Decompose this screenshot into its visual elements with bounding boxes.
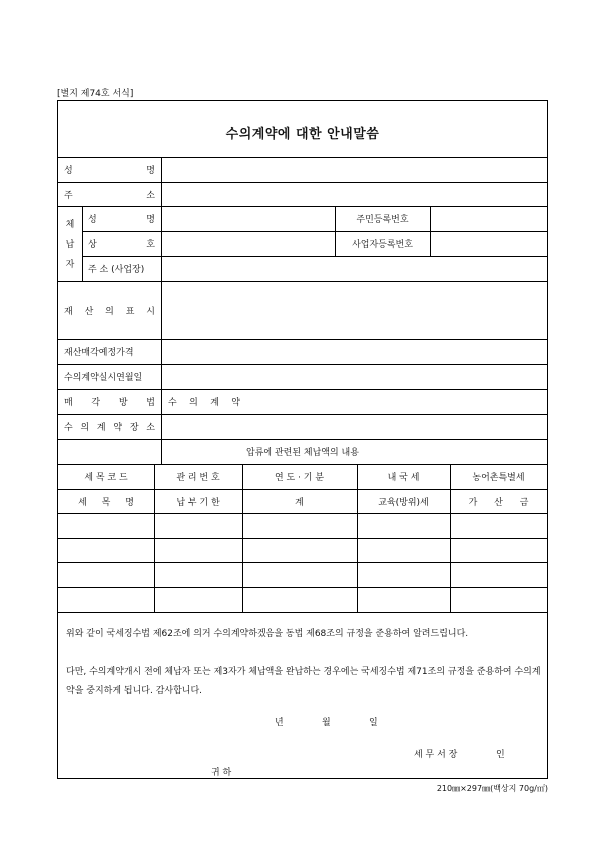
seal-mark: 인 bbox=[496, 750, 505, 760]
form-title: 수의계약에 대한 안내말씀 bbox=[225, 127, 380, 142]
taxpayer-name-label: 성 명 bbox=[88, 215, 155, 225]
due-date-header: 납 부 기 한 bbox=[176, 497, 220, 508]
form-code: [별지 제74호 서식] bbox=[57, 89, 134, 99]
name-label: 성 명 bbox=[64, 166, 155, 176]
taxpayer-address-label: 주 소 (사업장) bbox=[88, 265, 145, 275]
management-no-header: 관 리 번 호 bbox=[176, 473, 220, 483]
paper-size: 210㎜×297㎜(백상지 70g/㎡) bbox=[436, 784, 548, 793]
tax-office-head: 세 무 서 장 bbox=[414, 750, 458, 760]
addressee: 귀 하 bbox=[211, 768, 232, 778]
tax-item-header: 세 목 명 bbox=[78, 497, 134, 508]
sale-method-label: 매 각 방 법 bbox=[64, 398, 155, 408]
rural-special-tax-header: 농어촌특별세 bbox=[472, 473, 525, 483]
total-header: 계 bbox=[295, 497, 304, 508]
date-day: 일 bbox=[369, 718, 378, 728]
date-month: 월 bbox=[322, 718, 331, 728]
taxpayer-trade-label: 상 호 bbox=[88, 240, 155, 250]
resident-no-label: 주민등록번호 bbox=[356, 215, 409, 225]
address-label: 주 소 bbox=[64, 190, 155, 201]
arrears-heading: 압류에 관련된 체납액의 내용 bbox=[246, 448, 359, 458]
property-label: 재 산 의 표 시 bbox=[64, 306, 155, 317]
notice-paragraph-2: 다만, 수의계약개시 전에 체납자 또는 제3자가 체납액을 완납하는 경우에는 국세징수법 제71조의 규정을 준용하여 수의계약을 중지하게 됩니다. 감사합니다. bbox=[66, 667, 541, 696]
year-period-header: 연 도 · 기 분 bbox=[274, 473, 325, 483]
business-no-label: 사업자등록번호 bbox=[352, 240, 413, 250]
sale-method-value: 수 의 계 약 bbox=[168, 398, 240, 408]
penalty-header: 가 산 금 bbox=[468, 497, 529, 508]
date-year: 년 bbox=[275, 718, 284, 728]
taxpayer-label: 체 납 자 bbox=[65, 219, 75, 270]
contract-date-label: 수의계약실시연월일 bbox=[64, 373, 143, 383]
domestic-tax-header: 내 국 세 bbox=[387, 473, 420, 483]
notice-paragraph-1: 위와 같이 국세징수법 제62조에 의거 수의계약하겠음을 동법 제68조의 규정을 준용하여 알려드립니다. bbox=[66, 629, 469, 639]
contract-place-label: 수 의 계 약 장 소 bbox=[64, 423, 155, 433]
education-tax-header: 교육(방위)세 bbox=[378, 497, 429, 508]
tax-code-header: 세 목 코 드 bbox=[84, 473, 128, 483]
notice-form bbox=[57, 100, 548, 779]
estimated-price-label: 재산매각예정가격 bbox=[64, 348, 134, 358]
